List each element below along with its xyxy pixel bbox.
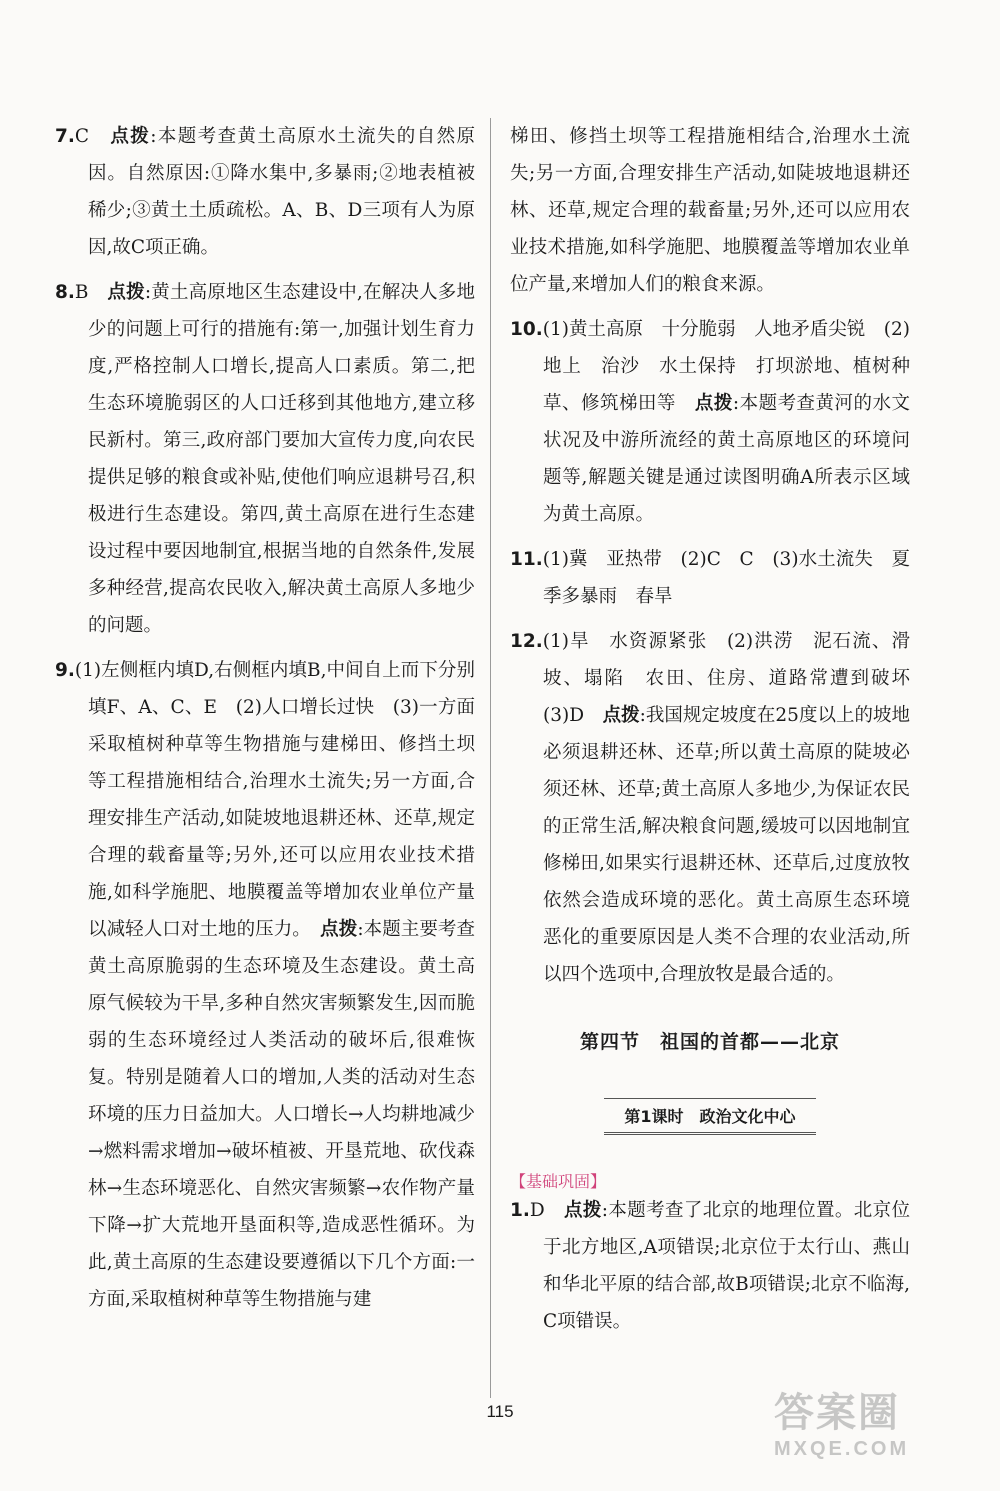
basic-consolidation-tag: 【基础巩固】: [510, 1172, 607, 1191]
watermark-logo: [774, 1381, 964, 1473]
answer-10: [510, 311, 910, 533]
section-title: 第四节 祖国的首都——北京: [579, 1031, 840, 1053]
hint-text: :本题考查黄河的水文状况及中游所流经的黄土高原地区的环境问题等,解题关键是通过读图明确A所表示区域为黄土高原。: [543, 393, 910, 525]
hint-text: :本题考查黄土高原水土流失的自然原因。自然原因:①降水集中,多暴雨;②地表植被稀少;③黄土土质疏松。A、B、D三项有人为原因,故C项正确。: [88, 126, 476, 258]
watermark-bottom-text: MXQE.COM: [774, 1438, 910, 1460]
column-divider: [490, 118, 491, 1398]
answer-12: [510, 623, 929, 993]
lesson-title: 第1课时 政治文化中心: [604, 1098, 816, 1135]
answer-choice: C: [74, 126, 111, 147]
answer-9-continued: 梯田、修挡土坝等工程措施相结合,治理水土流失;另一方面,合理安排生产活动,如陡坡地退耕还林、还草,规定合理的载畜量;另外,还可以应用农业技术措施,如科学施肥、地膜覆盖等增加农业单位产量,来增加人们的粮食来源。: [510, 126, 910, 295]
answer-text: (1)冀 亚热带 (2)C C (3)水土流失 夏季多暴雨 春旱: [542, 549, 910, 607]
question-number: 11.: [510, 549, 543, 570]
question-number: 12.: [510, 631, 543, 652]
hint-label: 点拨: [602, 705, 640, 726]
answer-choice: D: [529, 1200, 564, 1221]
hint-label: 点拨: [564, 1200, 602, 1221]
page-number: 115: [486, 1402, 514, 1421]
answer-text: (1)旱 水资源紧张 (2)洪涝 泥石流、滑坡、塌陷 农田、住房、道路常遭到破坏 (3)D: [542, 631, 929, 726]
answer-7: [55, 118, 475, 266]
question-number: 7.: [55, 126, 75, 147]
hint-label: 点拨: [320, 919, 358, 940]
answer-11: [510, 541, 910, 615]
hint-text: :本题主要考查黄土高原脆弱的生态环境及生态建设。黄土高原气候较为干旱,多种自然灾害频繁发生,因而脆弱的生态环境经过人类活动的破坏后,很难恢复。特别是随着人口的增加,人类的活动对生态环境的压力日益加大。人口增长→人均耕地减少→燃料需求增加→破坏植被、开垦荒地、砍伐森林→生态环境恶化、自然灾害频繁→农作物产量下降→扩大荒地开垦面积等,造成恶性循环。为此,黄土高原的生态建设要遵循以下几个方面:一方面,采取植树种草等生物措施与建: [88, 919, 475, 1310]
watermark-top-text: 答案圈: [774, 1390, 900, 1436]
hint-text: :我国规定坡度在25度以上的坡地必须退耕还林、还草;所以黄土高原的陡坡必须还林、还草;黄土高原人多地少,为保证农民的正常生活,解决粮食问题,缓坡可以因地制宜修梯田,如果实行退耕还林、还草后,过度放牧依然会造成环境的恶化。黄土高原生态环境恶化的重要原因是人类不合理的农业活动,所以四个选项中,合理放牧是最合适的。: [543, 705, 910, 985]
question-number: 1.: [510, 1200, 530, 1221]
answer-text: (1)黄土高原 十分脆弱 人地矛盾尖锐 (2)地上 治沙 水土保持 打坝淤地、植树种草、修筑梯田等: [542, 319, 910, 414]
answer-text: (1)左侧框内填D,右侧框内填B,中间自上而下分别填F、A、C、E (2)人口增长过快 (3)一方面采取植树种草等生物措施与建梯田、修挡土坝等工程措施相结合,治理水土流失;另一方面,合理安排生产活动,如陡坡地退耕还林、还草,规定合理的载畜量等;另外,还可以应用农业技术措施,如科学施肥、地膜覆盖等增加农业单位产量以减轻人口对土地的压力。: [74, 660, 475, 940]
hint-label: 点拨: [107, 282, 145, 303]
right-column: [510, 118, 929, 1348]
hint-text: :本题考查了北京的地理位置。北京位于北方地区,A项错误;北京位于太行山、燕山和华北平原的结合部,故B项错误;北京不临海,C项错误。: [543, 1200, 910, 1332]
answer-1: [510, 1192, 910, 1340]
answer-choice: B: [74, 282, 108, 303]
question-number: 10.: [510, 319, 543, 340]
answer-8: [55, 274, 475, 644]
hint-label: 点拨: [694, 393, 733, 414]
question-number: 9.: [55, 660, 75, 681]
hint-label: 点拨: [110, 126, 151, 147]
answer-9: [55, 652, 475, 1318]
hint-text: :黄土高原地区生态建设中,在解决人多地少的问题上可行的措施有:第一,加强计划生育力度,严格控制人口增长,提高人口素质。第二,把生态环境脆弱区的人口迁移到其他地方,建立移民新村。第三,政府部门要加大宣传力度,向农民提供足够的粮食或补贴,使他们响应退耕号召,积极进行生态建设。第四,黄土高原在进行生态建设过程中要因地制宜,根据当地的自然条件,发展多种经营,提高农民收入,解决黄土高原人多地少的问题。: [88, 282, 475, 636]
left-column: [55, 118, 475, 1326]
question-number: 8.: [55, 282, 75, 303]
